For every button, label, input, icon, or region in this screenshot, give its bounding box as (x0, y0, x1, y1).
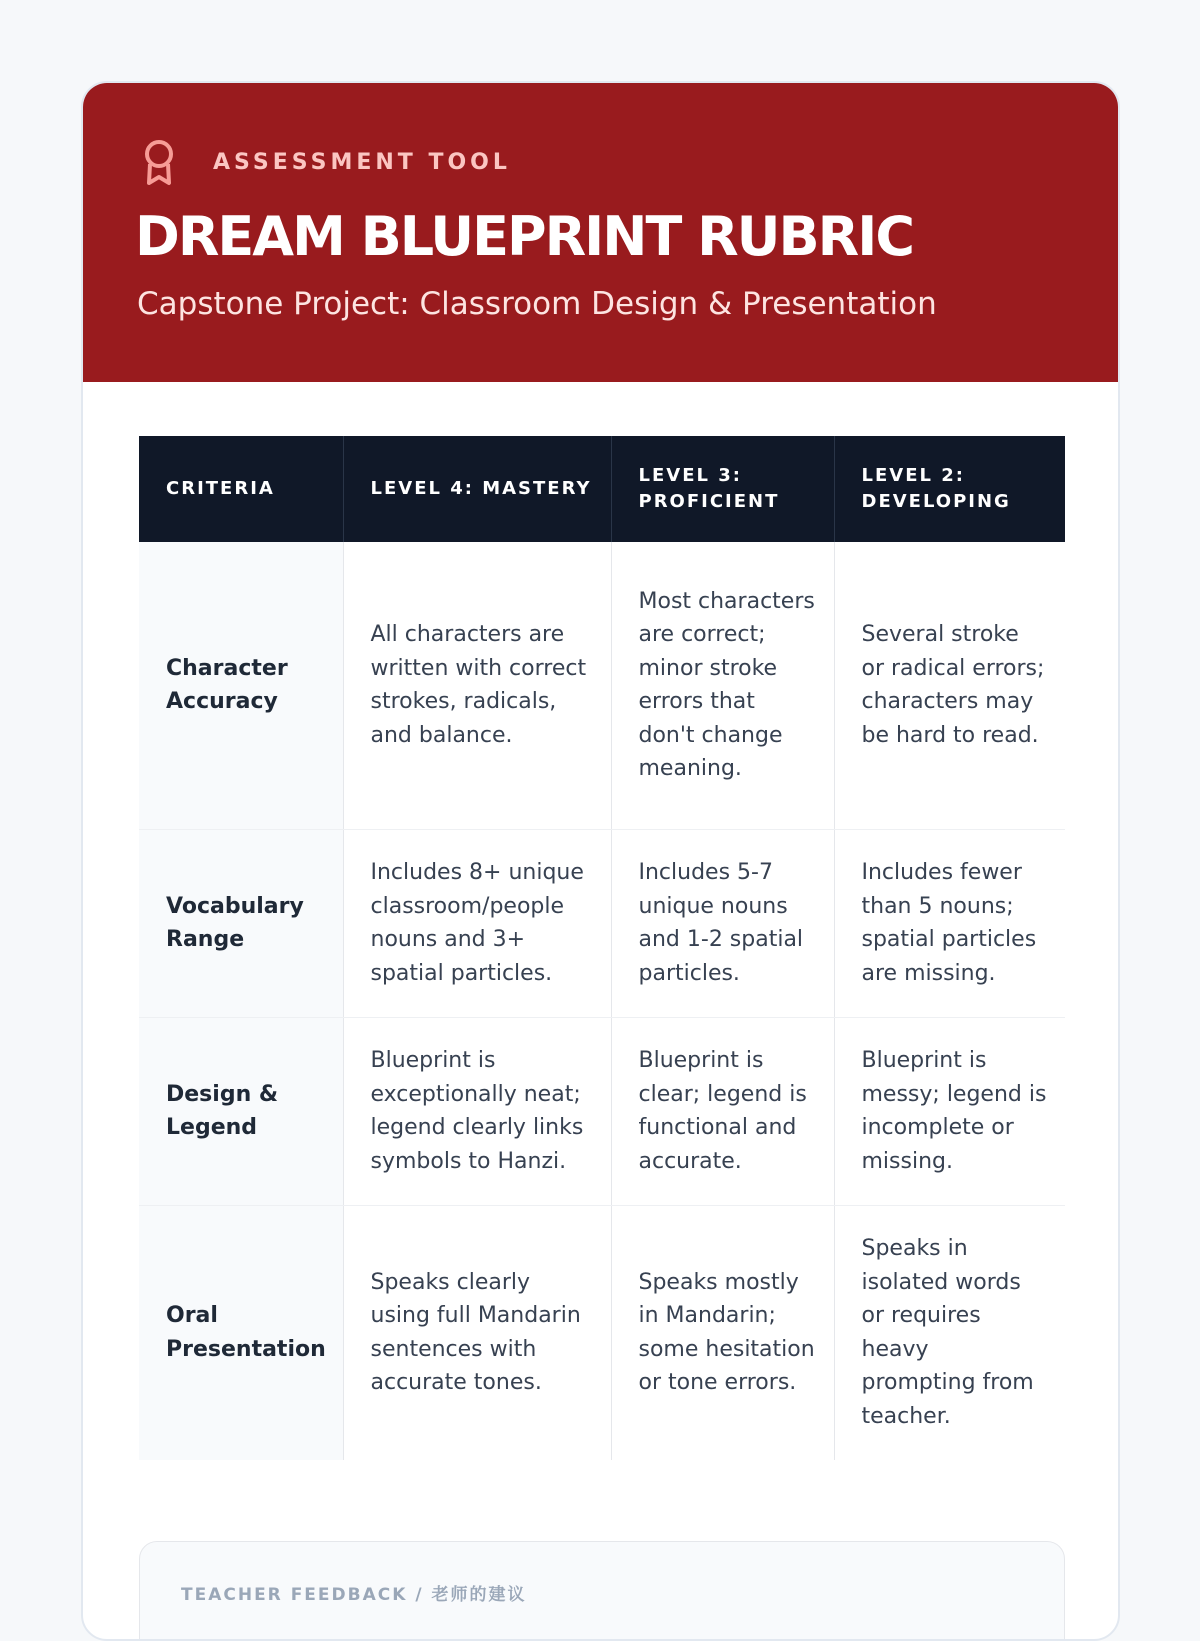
page-subtitle: Capstone Project: Classroom Design & Presentation (137, 286, 937, 322)
rubric-table (139, 436, 1065, 1460)
level-4-cell: Includes 8+ unique classroom/people nouns and 3+ spatial particles. (343, 829, 611, 1017)
level-4-cell: Blueprint is exceptionally neat; legend clearly links symbols to Hanzi. (343, 1017, 611, 1205)
column-header-level-4: LEVEL 4: MASTERY (343, 436, 611, 542)
rubric-card (81, 81, 1120, 1641)
table-row (139, 1017, 1065, 1205)
teacher-feedback-label: TEACHER FEEDBACK / 老师的建议 (181, 1585, 527, 1605)
kicker (139, 137, 511, 187)
level-2-cell: Includes fewer than 5 nouns; spatial particles are missing. (834, 829, 1065, 1017)
level-2-cell: Several stroke or radical errors; characters may be hard to read. (834, 542, 1065, 829)
criterion-cell: Vocabulary Range (139, 829, 343, 1017)
criterion-cell: Oral Presentation (139, 1205, 343, 1460)
level-3-cell: Speaks mostly in Mandarin; some hesitation or tone errors. (611, 1205, 834, 1460)
column-header-level-2: LEVEL 2: DEVELOPING (834, 436, 1065, 542)
column-header-level-3: LEVEL 3: PROFICIENT (611, 436, 834, 542)
table-row (139, 1205, 1065, 1460)
award-ribbon-icon (139, 137, 179, 187)
header-banner (83, 83, 1118, 382)
kicker-label: ASSESSMENT TOOL (213, 149, 511, 175)
table-row (139, 829, 1065, 1017)
criterion-cell: Design & Legend (139, 1017, 343, 1205)
teacher-feedback-box[interactable] (139, 1541, 1065, 1641)
level-2-cell: Speaks in isolated words or requires heavy prompting from teacher. (861, 1236, 1034, 1429)
level-4-cell: Speaks clearly using full Mandarin sentences with accurate tones. (343, 1205, 611, 1460)
level-3-cell: Most characters are correct; minor stroke errors that don't change meaning. (611, 542, 834, 829)
page-title: DREAM BLUEPRINT RUBRIC (135, 205, 913, 268)
criterion-cell: Character Accuracy (139, 542, 343, 829)
level-3-cell: Includes 5-7 unique nouns and 1-2 spatial particles. (611, 829, 834, 1017)
level-4-cell: All characters are written with correct strokes, radicals, and balance. (343, 542, 611, 829)
level-3-cell: Blueprint is clear; legend is functional and accurate. (611, 1017, 834, 1205)
level-2-cell: Blueprint is messy; legend is incomplete or missing. (834, 1017, 1065, 1205)
column-header-criteria: CRITERIA (139, 436, 343, 542)
table-row (139, 542, 1065, 829)
table-header-row (139, 436, 1065, 542)
